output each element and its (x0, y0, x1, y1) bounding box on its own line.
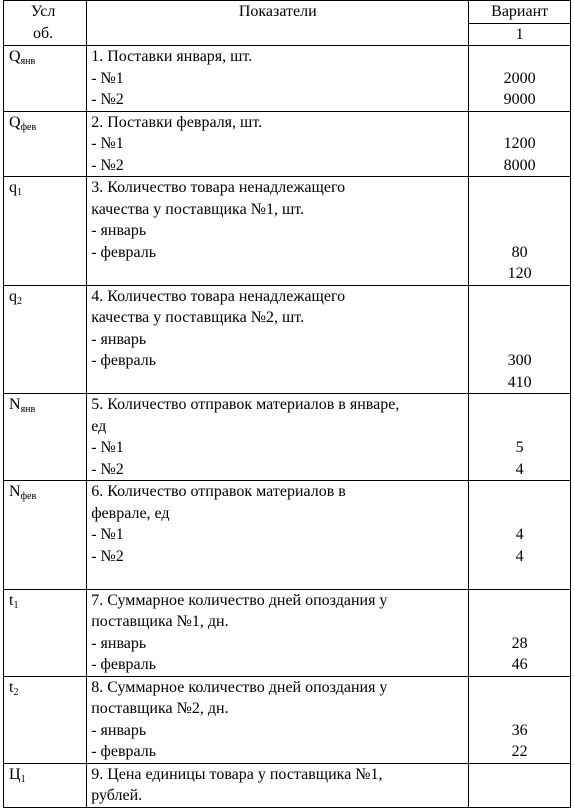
value-line (473, 503, 566, 525)
value-line: 22 (511, 743, 528, 760)
indicator-line: 2. Поставки февраля, шт. (91, 113, 263, 131)
indicators-table (3, 0, 571, 808)
table-row (4, 46, 571, 112)
value-line: 300 (507, 352, 532, 369)
indicator-line: - февраль (91, 656, 157, 673)
indicator-cell (87, 676, 469, 763)
symbol-subscript: 2 (13, 686, 19, 698)
value-line (473, 481, 566, 503)
indicator-line: - №2 (91, 547, 124, 565)
indicator-line: 9. Цена единицы товара у поставщика №1, (91, 765, 383, 783)
symbol-subscript: янв (20, 56, 36, 67)
indicator-line: 6. Количество отправок материалов в (91, 483, 346, 500)
value-line (473, 329, 566, 351)
value-line: 4 (515, 526, 524, 543)
value-line: 8000 (503, 156, 536, 174)
table-row (4, 589, 571, 676)
table-row (4, 394, 571, 481)
value-line (473, 590, 566, 612)
indicator-line: - январь (91, 634, 147, 652)
value-line: 4 (515, 547, 524, 565)
indicator-line: - №1 (91, 526, 124, 543)
value-line (473, 307, 566, 329)
indicator-cell (87, 394, 469, 481)
value-line (473, 177, 566, 199)
indicator-cell (87, 763, 469, 807)
indicator-cell (87, 177, 469, 286)
value-cell (469, 46, 571, 112)
indicator-cell (87, 111, 469, 177)
indicator-line: 3. Количество товара ненадлежащего (91, 179, 346, 196)
indicator-line: 8. Суммарное количество дней опоздания у (91, 678, 388, 696)
value-cell (469, 394, 571, 481)
symbol-subscript: 1 (17, 187, 22, 198)
symbol-cell (4, 763, 87, 807)
indicator-line: - февраль (91, 243, 157, 261)
indicator-line (91, 372, 464, 394)
value-line (473, 785, 566, 807)
symbol-subscript: янв (20, 404, 36, 415)
symbol-cell (4, 676, 87, 763)
header-variant-cell (469, 1, 571, 46)
value-line: 9000 (503, 91, 536, 108)
indicator-line: качества у поставщика №1, шт. (91, 200, 305, 218)
value-line (473, 764, 566, 786)
value-line: 46 (511, 656, 528, 673)
header-symbol-line1: Усл (30, 3, 56, 20)
value-line: 1200 (503, 135, 536, 152)
value-line (473, 286, 566, 308)
indicator-cell (87, 285, 469, 394)
value-line (473, 199, 566, 221)
value-line (473, 112, 566, 134)
value-line (473, 46, 566, 68)
table-row (4, 763, 571, 807)
indicator-cell (87, 46, 469, 112)
symbol-cell (4, 285, 87, 394)
symbol-subscript: фев (20, 121, 37, 133)
indicator-line: - №1 (91, 135, 124, 152)
table-row (4, 111, 571, 177)
symbol-cell (4, 481, 87, 590)
symbol-cell (4, 394, 87, 481)
value-line (473, 698, 566, 720)
indicator-line: - №1 (91, 69, 124, 87)
indicator-line: феврале, ед (91, 504, 170, 522)
symbol-text: t (9, 678, 14, 696)
header-symbol-cell (4, 1, 87, 46)
value-cell (469, 481, 571, 590)
value-cell (469, 589, 571, 676)
symbol-text: Q (9, 113, 21, 131)
symbol-subscript: 2 (17, 295, 22, 307)
indicator-line (91, 567, 464, 589)
indicator-line: - февраль (91, 352, 157, 369)
indicator-line: - январь (91, 222, 147, 239)
value-line: 2000 (503, 69, 536, 87)
value-line: 80 (511, 243, 528, 261)
value-line: 410 (507, 373, 532, 391)
value-line: 5 (515, 439, 524, 456)
indicator-line: - январь (91, 721, 147, 739)
symbol-text: q (9, 179, 17, 196)
value-cell (469, 111, 571, 177)
value-line (473, 394, 566, 416)
table-row (4, 177, 571, 286)
value-line (473, 416, 566, 438)
symbol-text: N (9, 483, 21, 500)
indicator-line: качества у поставщика №2, шт. (91, 309, 305, 326)
indicator-line: - №1 (91, 439, 124, 456)
indicator-line: - №2 (91, 156, 124, 174)
indicator-line: ед (91, 417, 107, 435)
value-line (473, 677, 566, 699)
value-cell (469, 285, 571, 394)
value-line (473, 220, 566, 242)
table-row (4, 676, 571, 763)
indicator-line: 1. Поставки января, шт. (91, 48, 253, 65)
value-cell (469, 763, 571, 807)
indicator-line: 4. Количество товара ненадлежащего (91, 287, 346, 305)
value-cell (469, 676, 571, 763)
indicator-cell (87, 589, 469, 676)
indicator-line (91, 263, 464, 285)
symbol-cell (4, 589, 87, 676)
header-variant-number: 1 (515, 25, 524, 43)
table-body (4, 46, 571, 808)
value-cell (469, 177, 571, 286)
indicator-cell (87, 481, 469, 590)
indicator-line: - февраль (91, 743, 157, 760)
symbol-text: N (9, 396, 21, 413)
symbol-text: q (9, 287, 17, 305)
indicator-line: поставщика №1, дн. (91, 613, 229, 630)
value-line: 36 (511, 721, 528, 739)
symbol-subscript: фев (20, 491, 37, 502)
indicator-line: - №2 (91, 91, 124, 108)
symbol-text: Q (9, 48, 21, 65)
symbol-cell (4, 111, 87, 177)
header-indicators-cell: Показатели (87, 1, 469, 46)
indicator-line: рублей. (91, 787, 143, 804)
symbol-subscript: 1 (20, 773, 26, 785)
header-variant-label: Вариант (469, 1, 570, 24)
indicator-line: 5. Количество отправок материалов в январе, (91, 396, 400, 413)
table-row (4, 481, 571, 590)
value-line (473, 567, 566, 589)
indicator-line: поставщика №2, дн. (91, 700, 229, 717)
symbol-cell (4, 46, 87, 112)
table-header-row (4, 1, 571, 46)
symbol-subscript: 1 (13, 599, 19, 611)
indicator-line: 7. Суммарное количество дней опоздания у (91, 591, 388, 609)
table-row (4, 285, 571, 394)
value-line: 4 (515, 460, 524, 478)
symbol-text: Ц (9, 765, 21, 783)
value-line: 28 (511, 634, 528, 652)
indicator-line: - январь (91, 330, 147, 348)
header-symbol-line2: об. (33, 24, 54, 42)
value-line: 120 (507, 265, 532, 282)
symbol-cell (4, 177, 87, 286)
indicator-line: - №2 (91, 460, 124, 478)
symbol-text: t (9, 591, 14, 609)
value-line (473, 611, 566, 633)
